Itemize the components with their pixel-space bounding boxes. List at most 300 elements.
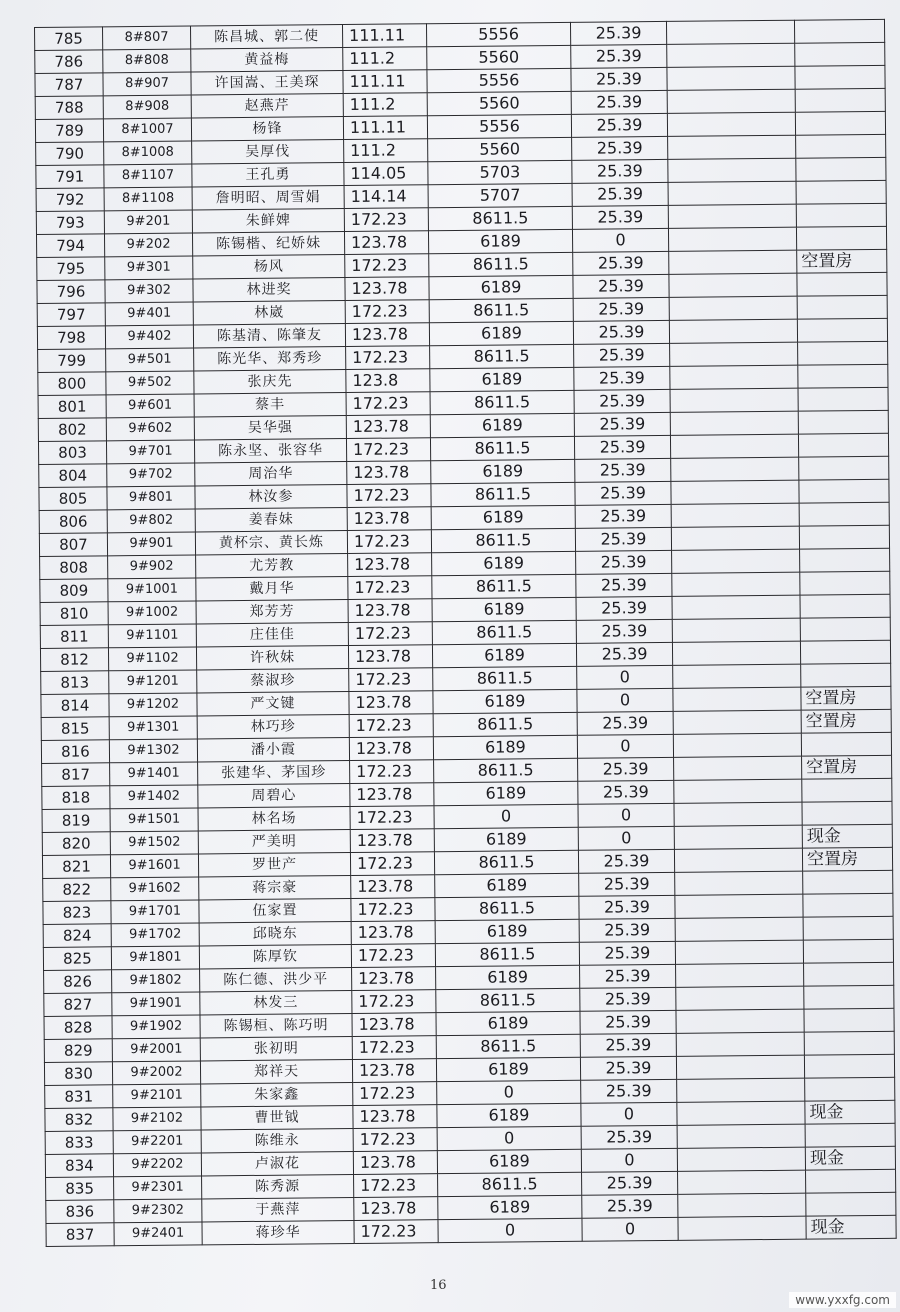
blank-cell-cell: [675, 894, 803, 918]
room-number-cell: 9#201: [104, 210, 192, 234]
owner-name-cell: 戴月华: [196, 577, 348, 601]
room-number-cell: 9#1201: [109, 670, 197, 694]
blank-cell-cell: [669, 319, 797, 343]
owner-name-cell: 黄杯宗、黄长炼: [195, 531, 347, 555]
blank-cell-cell: [677, 1147, 805, 1171]
blank-cell-cell: [672, 572, 800, 596]
room-number-cell: 8#807: [103, 26, 191, 50]
rate-cell: 25.39: [575, 527, 671, 551]
remark-cell: [803, 939, 893, 963]
area-cell: 123.78: [349, 737, 433, 761]
blank-cell-cell: [669, 296, 797, 320]
row-number-cell: 788: [35, 96, 103, 120]
area-cell: 172.23: [350, 760, 434, 784]
blank-cell-cell: [677, 1078, 805, 1102]
blank-cell-cell: [676, 1032, 804, 1056]
area-cell: 123.78: [349, 691, 433, 715]
rate-cell: 25.39: [580, 1010, 676, 1034]
owner-name-cell: 陈光华、郑秀珍: [194, 347, 346, 371]
remark-cell: 空置房: [801, 686, 891, 710]
amount-cell: 8611.5: [429, 298, 573, 322]
owner-name-cell: 吴厚伐: [192, 140, 344, 164]
row-number-cell: 790: [36, 142, 104, 166]
amount-cell: 8611.5: [436, 1034, 580, 1058]
rate-cell: 25.39: [581, 1125, 677, 1149]
blank-cell-cell: [672, 549, 800, 573]
amount-cell: 8611.5: [433, 712, 577, 736]
amount-cell: 8611.5: [433, 666, 577, 690]
area-cell: 111.2: [344, 139, 428, 163]
row-number-cell: 799: [38, 349, 106, 373]
amount-cell: 0: [437, 1126, 581, 1150]
area-cell: 172.23: [348, 622, 432, 646]
area-cell: 123.78: [346, 415, 430, 439]
owner-name-cell: 庄佳佳: [196, 623, 348, 647]
remark-cell: [799, 479, 889, 503]
area-cell: 123.78: [353, 1105, 437, 1129]
area-cell: 172.23: [353, 1082, 437, 1106]
room-number-cell: 9#1902: [112, 1015, 200, 1039]
amount-cell: 6189: [433, 735, 577, 759]
rate-cell: 0: [581, 1148, 677, 1172]
area-cell: 123.78: [348, 553, 432, 577]
row-number-cell: 796: [37, 280, 105, 304]
amount-cell: 5556: [426, 22, 570, 46]
amount-cell: 8611.5: [434, 758, 578, 782]
remark-cell: [800, 640, 890, 664]
rate-cell: 0: [577, 688, 673, 712]
room-number-cell: 9#401: [105, 302, 193, 326]
amount-cell: 8611.5: [435, 942, 579, 966]
rate-cell: 25.39: [574, 343, 670, 367]
remark-cell: [806, 1192, 896, 1216]
row-number-cell: 814: [41, 694, 109, 718]
room-number-cell: 9#1602: [111, 877, 199, 901]
amount-cell: 6189: [432, 643, 576, 667]
amount-cell: 6189: [436, 1011, 580, 1035]
amount-cell: 6189: [436, 965, 580, 989]
owner-name-cell: 严美明: [198, 830, 350, 854]
area-cell: 123.78: [351, 875, 435, 899]
area-cell: 172.23: [344, 208, 428, 232]
blank-cell-cell: [669, 250, 797, 274]
owner-name-cell: 许国嵩、王美琛: [191, 71, 343, 95]
blank-cell-cell: [667, 89, 795, 113]
row-number-cell: 828: [44, 1016, 112, 1040]
owner-name-cell: 陈仁德、洪少平: [200, 967, 352, 991]
room-number-cell: 9#1901: [112, 992, 200, 1016]
remark-cell: 现金: [805, 1100, 895, 1124]
row-number-cell: 786: [35, 50, 103, 74]
owner-name-cell: 朱家鑫: [201, 1082, 353, 1106]
room-number-cell: 9#901: [107, 532, 195, 556]
rate-cell: 25.39: [572, 136, 668, 160]
blank-cell-cell: [678, 1170, 806, 1194]
owner-name-cell: 潘小霞: [197, 738, 349, 762]
room-number-cell: 9#502: [106, 371, 194, 395]
blank-cell-cell: [670, 342, 798, 366]
area-cell: 123.78: [345, 277, 429, 301]
row-number-cell: 804: [39, 464, 107, 488]
remark-cell: [799, 525, 889, 549]
rate-cell: 25.39: [571, 44, 667, 68]
area-cell: 114.14: [344, 185, 428, 209]
rate-cell: 25.39: [580, 964, 676, 988]
owner-name-cell: 尤芳教: [196, 554, 348, 578]
room-number-cell: 9#2201: [113, 1130, 201, 1154]
rate-cell: 25.39: [577, 711, 673, 735]
area-cell: 111.11: [343, 116, 427, 140]
owner-name-cell: 陈维永: [201, 1128, 353, 1152]
remark-cell: [799, 502, 889, 526]
rate-cell: 25.39: [582, 1171, 678, 1195]
area-cell: 111.2: [343, 47, 427, 71]
remark-cell: 现金: [805, 1146, 895, 1170]
owner-name-cell: 卢淑花: [201, 1151, 353, 1175]
row-number-cell: 794: [36, 234, 104, 258]
room-number-cell: 9#2102: [113, 1107, 201, 1131]
blank-cell-cell: [669, 273, 797, 297]
row-number-cell: 837: [46, 1223, 114, 1247]
area-cell: 172.23: [353, 1128, 437, 1152]
rate-cell: 25.39: [576, 596, 672, 620]
owner-name-cell: 朱鲜婢: [192, 209, 344, 233]
room-number-cell: 9#802: [107, 509, 195, 533]
row-number-cell: 826: [44, 970, 112, 994]
rate-cell: 25.39: [580, 987, 676, 1011]
owner-name-cell: 赵燕芹: [191, 94, 343, 118]
amount-cell: 6189: [428, 229, 572, 253]
row-number-cell: 823: [43, 901, 111, 925]
room-number-cell: 8#908: [103, 95, 191, 119]
room-number-cell: 9#1402: [110, 785, 198, 809]
room-number-cell: 9#1102: [108, 647, 196, 671]
row-number-cell: 791: [36, 165, 104, 189]
owner-name-cell: 郑芳芳: [196, 600, 348, 624]
area-cell: 111.11: [343, 70, 427, 94]
row-number-cell: 832: [45, 1108, 113, 1132]
room-number-cell: 9#1802: [112, 969, 200, 993]
rate-cell: 25.39: [578, 849, 674, 873]
amount-cell: 6189: [437, 1103, 581, 1127]
owner-name-cell: 郑祥天: [200, 1059, 352, 1083]
rate-cell: 25.39: [572, 205, 668, 229]
owner-name-cell: 林汝参: [195, 485, 347, 509]
amount-cell: 0: [434, 804, 578, 828]
remark-cell: 现金: [806, 1215, 896, 1239]
rate-cell: 25.39: [578, 757, 674, 781]
remark-cell: [796, 226, 886, 250]
owner-name-cell: 张建华、茅国珍: [198, 761, 350, 785]
owner-name-cell: 伍家置: [199, 898, 351, 922]
remark-cell: [800, 548, 890, 572]
remark-cell: [796, 203, 886, 227]
amount-cell: 0: [437, 1080, 581, 1104]
remark-cell: [795, 65, 885, 89]
rate-cell: 25.39: [573, 251, 669, 275]
amount-cell: 6189: [431, 505, 575, 529]
owner-name-cell: 林名场: [198, 807, 350, 831]
remark-cell: [800, 617, 890, 641]
rate-cell: 0: [582, 1217, 678, 1241]
area-cell: 172.23: [349, 714, 433, 738]
area-cell: 123.78: [352, 1013, 436, 1037]
room-number-cell: 9#501: [106, 348, 194, 372]
row-number-cell: 831: [45, 1085, 113, 1109]
room-number-cell: 9#2001: [112, 1038, 200, 1062]
amount-cell: 6189: [438, 1195, 582, 1219]
row-number-cell: 812: [40, 648, 108, 672]
remark-cell: [799, 456, 889, 480]
area-cell: 172.23: [350, 852, 434, 876]
amount-cell: 5560: [427, 91, 571, 115]
blank-cell-cell: [676, 1055, 804, 1079]
rate-cell: 25.39: [573, 320, 669, 344]
amount-cell: 8611.5: [435, 896, 579, 920]
remark-cell: [806, 1169, 896, 1193]
amount-cell: 5556: [427, 114, 571, 138]
owner-name-cell: 陈永坚、张容华: [194, 439, 346, 463]
remark-cell: [798, 433, 888, 457]
area-cell: 172.23: [351, 898, 435, 922]
area-cell: 172.23: [347, 530, 431, 554]
room-number-cell: 9#302: [105, 279, 193, 303]
row-number-cell: 801: [38, 395, 106, 419]
blank-cell-cell: [674, 825, 802, 849]
table-body: [35, 19, 897, 1246]
amount-cell: 5707: [428, 183, 572, 207]
rate-cell: 25.39: [574, 435, 670, 459]
remark-cell: [800, 594, 890, 618]
rate-cell: 25.39: [581, 1079, 677, 1103]
watermark: www.yxxfg.com: [789, 1292, 896, 1308]
blank-cell-cell: [671, 480, 799, 504]
amount-cell: 0: [438, 1218, 582, 1242]
remark-cell: [801, 732, 891, 756]
room-number-cell: 9#1601: [110, 854, 198, 878]
amount-cell: 8611.5: [438, 1172, 582, 1196]
room-number-cell: 9#801: [107, 486, 195, 510]
rate-cell: 25.39: [582, 1194, 678, 1218]
area-cell: 172.23: [345, 254, 429, 278]
amount-cell: 8611.5: [429, 252, 573, 276]
amount-cell: 6189: [432, 597, 576, 621]
blank-cell-cell: [670, 434, 798, 458]
amount-cell: 8611.5: [430, 344, 574, 368]
rate-cell: 25.39: [570, 21, 666, 45]
owner-name-cell: 周碧心: [198, 784, 350, 808]
room-number-cell: 9#1801: [111, 946, 199, 970]
room-number-cell: 9#2202: [113, 1153, 201, 1177]
area-cell: 172.23: [352, 990, 436, 1014]
owner-name-cell: 詹明昭、周雪娟: [192, 186, 344, 210]
owner-name-cell: 林巧珍: [197, 715, 349, 739]
area-cell: 172.23: [345, 300, 429, 324]
amount-cell: 8611.5: [432, 620, 576, 644]
rate-cell: 25.39: [576, 642, 672, 666]
blank-cell-cell: [675, 940, 803, 964]
row-number-cell: 810: [40, 602, 108, 626]
owner-name-cell: 曹世钺: [201, 1105, 353, 1129]
area-cell: 123.78: [353, 1151, 437, 1175]
remark-cell: 空置房: [801, 709, 891, 733]
row-number-cell: 813: [41, 671, 109, 695]
room-number-cell: 9#2302: [114, 1199, 202, 1223]
amount-cell: 8611.5: [434, 850, 578, 874]
row-number-cell: 820: [42, 832, 110, 856]
room-number-cell: 9#1401: [110, 762, 198, 786]
blank-cell-cell: [674, 756, 802, 780]
owner-name-cell: 蔡丰: [194, 393, 346, 417]
area-cell: 172.23: [346, 392, 430, 416]
amount-cell: 8611.5: [430, 436, 574, 460]
row-number-cell: 792: [36, 188, 104, 212]
remark-cell: 空置房: [797, 249, 887, 273]
area-cell: 172.23: [351, 944, 435, 968]
area-cell: 123.78: [347, 507, 431, 531]
remark-cell: [804, 1031, 894, 1055]
owner-name-cell: 王孔勇: [192, 163, 344, 187]
remark-cell: [805, 1077, 895, 1101]
room-number-cell: 9#702: [107, 463, 195, 487]
row-number-cell: 827: [44, 993, 112, 1017]
row-number-cell: 811: [40, 625, 108, 649]
blank-cell-cell: [677, 1101, 805, 1125]
room-number-cell: 8#1007: [103, 118, 191, 142]
rate-cell: 25.39: [579, 872, 675, 896]
room-number-cell: 9#1701: [111, 900, 199, 924]
blank-cell-cell: [667, 112, 795, 136]
blank-cell-cell: [668, 227, 796, 251]
remark-cell: [795, 42, 885, 66]
area-cell: 172.23: [352, 1036, 436, 1060]
row-number-cell: 819: [42, 809, 110, 833]
room-number-cell: 9#701: [106, 440, 194, 464]
row-number-cell: 789: [35, 119, 103, 143]
blank-cell-cell: [671, 457, 799, 481]
remark-cell: [795, 88, 885, 112]
rate-cell: 25.39: [576, 550, 672, 574]
rate-cell: 25.39: [572, 182, 668, 206]
amount-cell: 8611.5: [428, 206, 572, 230]
rate-cell: 0: [577, 665, 673, 689]
owner-name-cell: 蔡淑珍: [197, 669, 349, 693]
rate-cell: 25.39: [579, 941, 675, 965]
blank-cell-cell: [670, 411, 798, 435]
page-number: 16: [430, 1278, 447, 1293]
remark-cell: [797, 295, 887, 319]
remark-cell: [805, 1123, 895, 1147]
blank-cell-cell: [668, 158, 796, 182]
row-number-cell: 836: [46, 1200, 114, 1224]
row-number-cell: 802: [38, 418, 106, 442]
room-number-cell: 9#1501: [110, 808, 198, 832]
room-number-cell: 9#1302: [109, 739, 197, 763]
rate-cell: 0: [578, 826, 674, 850]
blank-cell-cell: [671, 503, 799, 527]
area-cell: 172.23: [347, 484, 431, 508]
blank-cell-cell: [678, 1216, 806, 1240]
rate-cell: 25.39: [571, 67, 667, 91]
blank-cell-cell: [668, 181, 796, 205]
room-number-cell: 8#1107: [104, 164, 192, 188]
amount-cell: 5560: [427, 45, 571, 69]
room-number-cell: 9#301: [105, 256, 193, 280]
area-cell: 172.23: [354, 1174, 438, 1198]
room-number-cell: 9#1202: [109, 693, 197, 717]
row-number-cell: 835: [46, 1177, 114, 1201]
area-cell: 114.05: [344, 162, 428, 186]
remark-cell: [804, 962, 894, 986]
owner-name-cell: 陈昌城、郭二使: [190, 25, 342, 49]
owner-name-cell: 蒋珍华: [202, 1220, 354, 1244]
amount-cell: 6189: [430, 367, 574, 391]
row-number-cell: 806: [39, 510, 107, 534]
blank-cell-cell: [667, 43, 795, 67]
remark-cell: [797, 318, 887, 342]
rate-cell: 25.39: [574, 412, 670, 436]
remark-cell: [798, 387, 888, 411]
remark-cell: [803, 870, 893, 894]
amount-cell: 5556: [427, 68, 571, 92]
owner-name-cell: 陈锡桓、陈巧明: [200, 1013, 352, 1037]
rate-cell: 25.39: [573, 274, 669, 298]
amount-cell: 6189: [433, 689, 577, 713]
row-number-cell: 800: [38, 372, 106, 396]
rate-cell: 25.39: [572, 159, 668, 183]
room-number-cell: 9#1101: [108, 624, 196, 648]
rate-cell: 25.39: [579, 918, 675, 942]
blank-cell-cell: [674, 779, 802, 803]
owner-name-cell: 杨风: [193, 255, 345, 279]
row-number-cell: 787: [35, 73, 103, 97]
rate-cell: 25.39: [574, 366, 670, 390]
row-number-cell: 830: [44, 1062, 112, 1086]
amount-cell: 8611.5: [431, 528, 575, 552]
rate-cell: 25.39: [571, 113, 667, 137]
owner-name-cell: 林发三: [200, 990, 352, 1014]
row-number-cell: 829: [44, 1039, 112, 1063]
owner-name-cell: 陈秀源: [202, 1174, 354, 1198]
area-cell: 123.78: [347, 461, 431, 485]
amount-cell: 6189: [435, 919, 579, 943]
blank-cell-cell: [672, 641, 800, 665]
rate-cell: 0: [578, 803, 674, 827]
blank-cell-cell: [668, 204, 796, 228]
room-number-cell: 8#808: [103, 49, 191, 73]
owner-name-cell: 陈基清、陈肇友: [193, 324, 345, 348]
remark-cell: 现金: [802, 824, 892, 848]
remark-cell: [796, 134, 886, 158]
area-cell: 123.78: [350, 783, 434, 807]
remark-cell: [803, 916, 893, 940]
blank-cell-cell: [670, 388, 798, 412]
owner-name-cell: 黄益梅: [191, 48, 343, 72]
amount-cell: 8611.5: [430, 390, 574, 414]
row-number-cell: 793: [36, 211, 104, 235]
remark-cell: [804, 985, 894, 1009]
room-number-cell: 9#2301: [114, 1176, 202, 1200]
amount-cell: 6189: [430, 413, 574, 437]
rate-cell: 25.39: [579, 895, 675, 919]
property-fee-table: [34, 19, 897, 1247]
rate-cell: 0: [572, 228, 668, 252]
blank-cell-cell: [670, 365, 798, 389]
area-cell: 123.78: [354, 1197, 438, 1221]
remark-cell: [804, 1008, 894, 1032]
rate-cell: 25.39: [575, 481, 671, 505]
room-number-cell: 9#1002: [108, 601, 196, 625]
